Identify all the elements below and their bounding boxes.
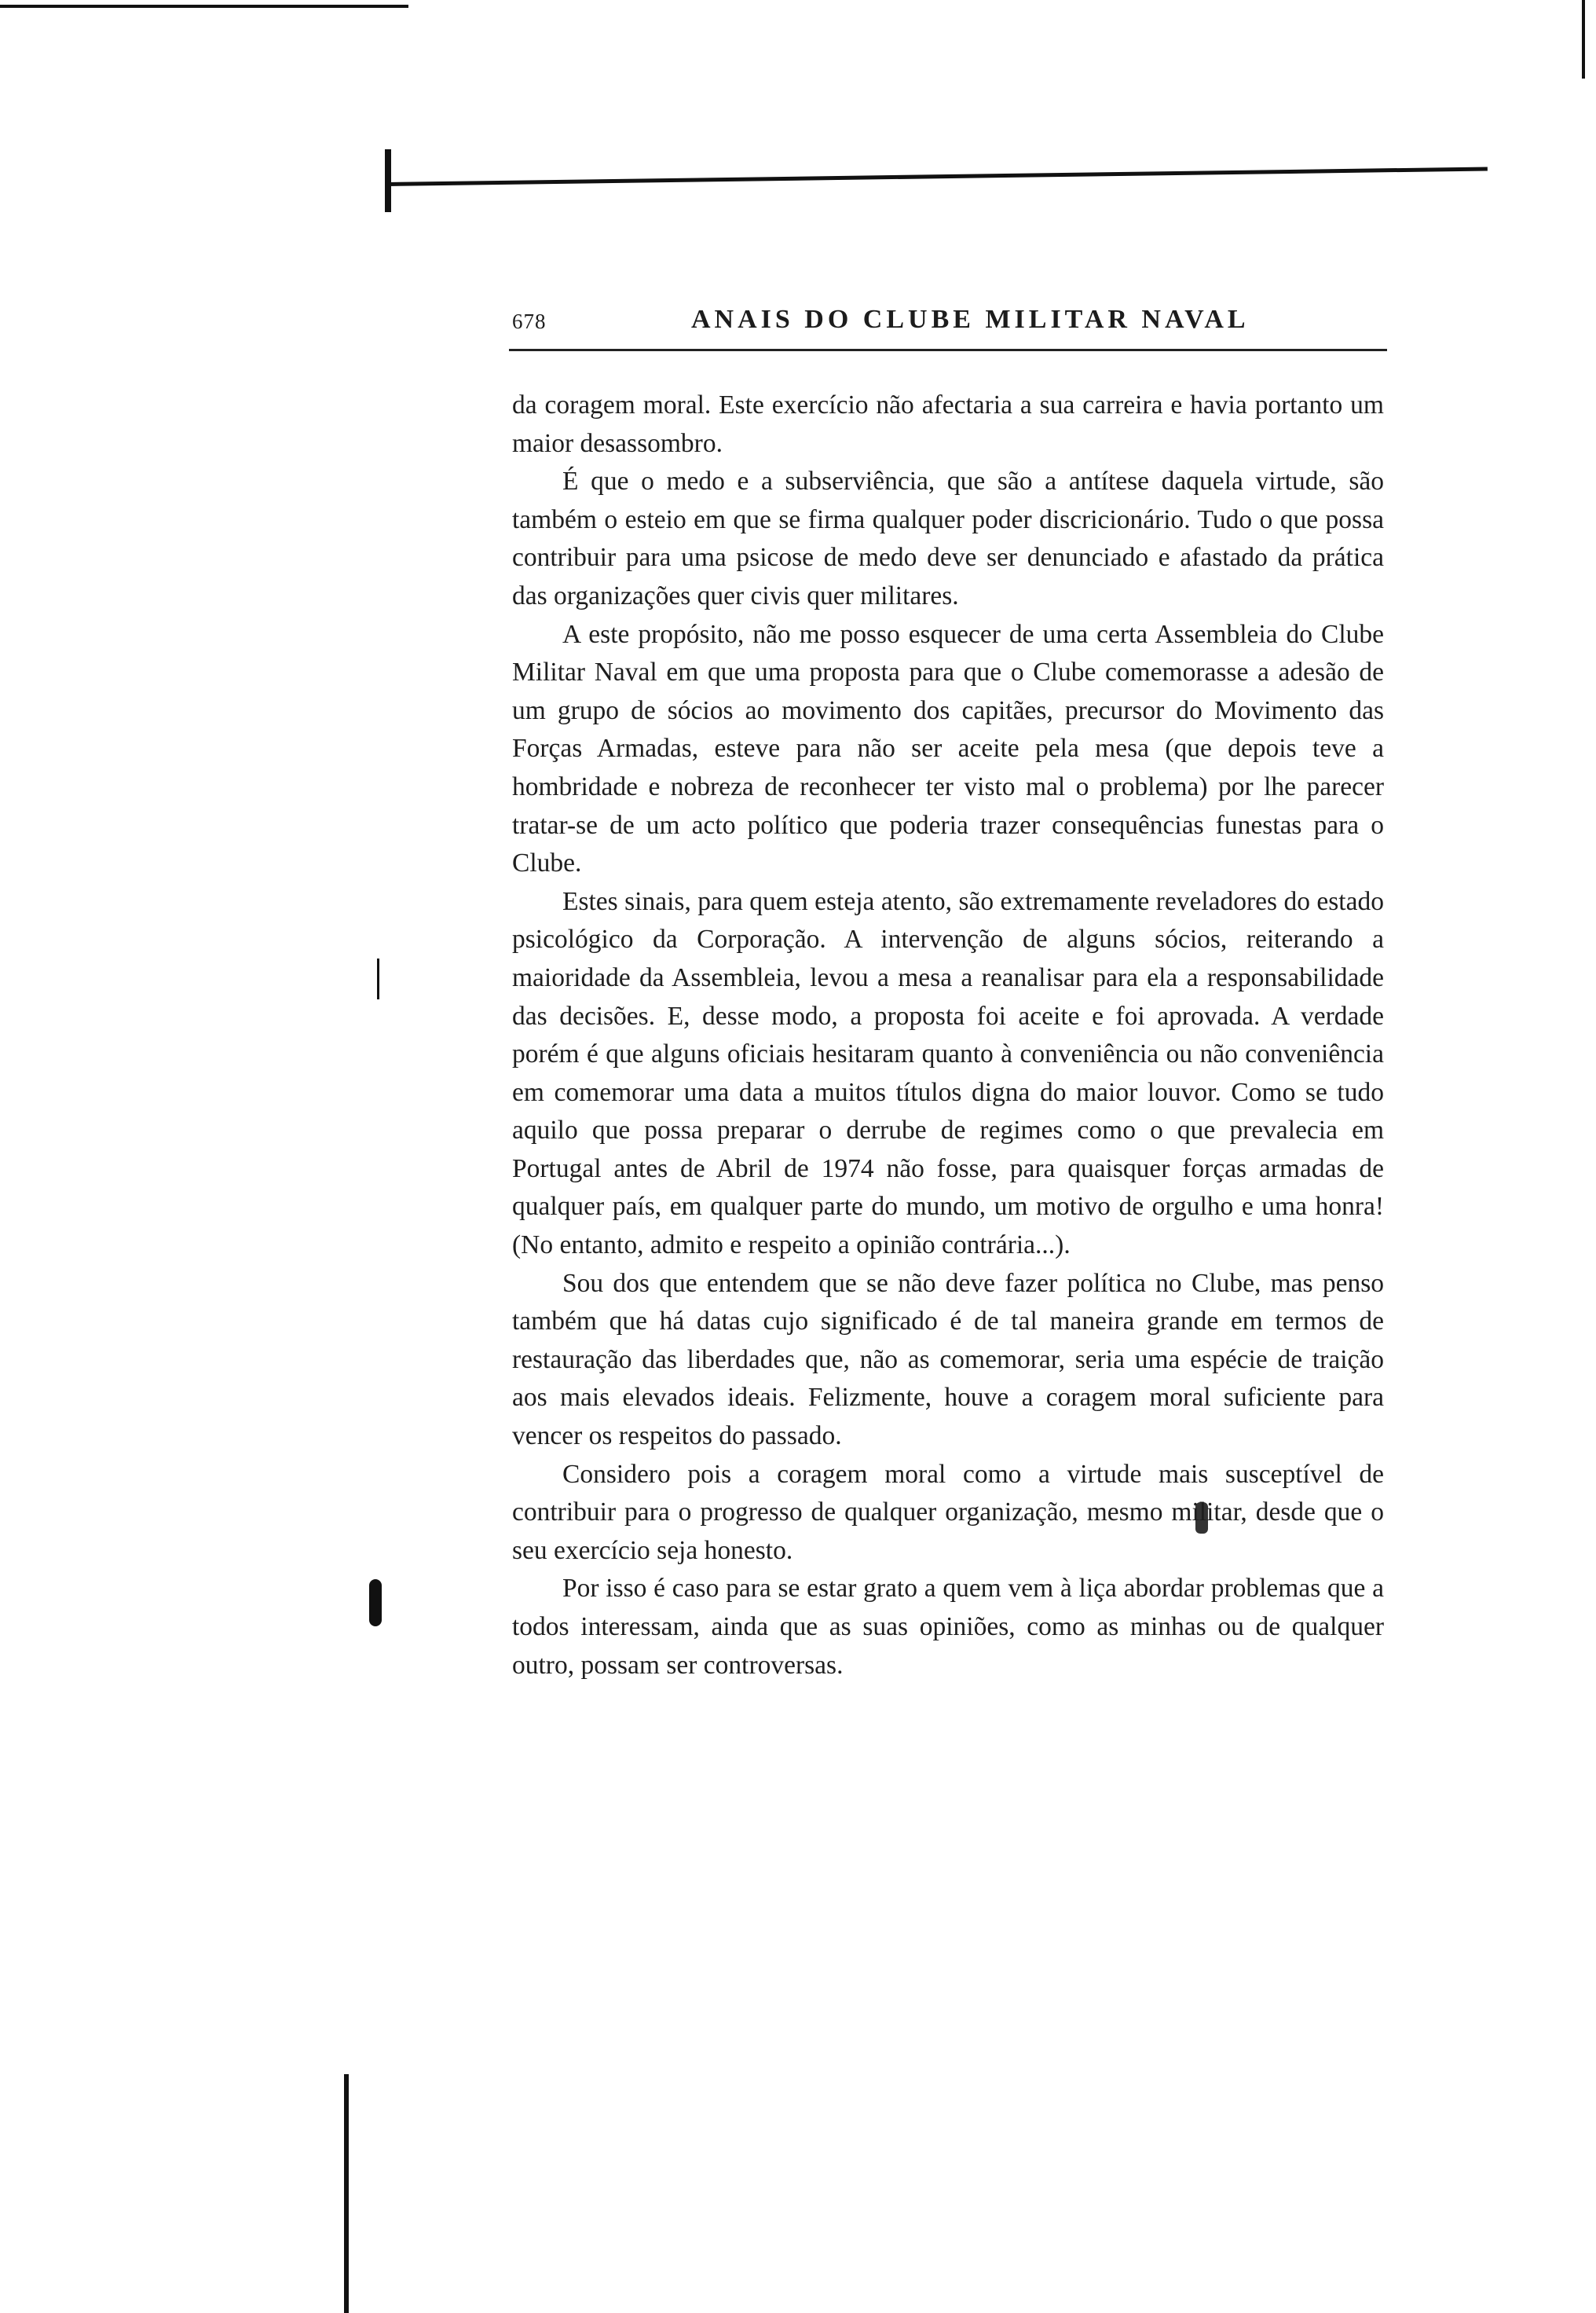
scan-edge-page-top — [388, 167, 1488, 186]
scan-edge-binding-bottom — [344, 2074, 349, 2313]
page-number: 678 — [512, 310, 547, 333]
paragraph-4: Estes sinais, para quem esteja atento, são extremamente reveladores do estado psicológico da Corporação. A intervenção de alguns sócios, reiterando a maioridade da Assembleia, levou a mesa a reanalisar para ela a responsabilidade das decisões. E, desse modo, a proposta foi aceite e foi aprovada. A verdade porém é que alguns oficiais hesitaram quanto à conveniência ou não conveniência em comemorar uma data a muitos títulos digna do maior louvor. Como se tudo aquilo que possa preparar o derrube de regimes como o que prevalecia em Portugal antes de Abril de 1974 não fosse, para quaisquer forças armadas de qualquer país, em qualquer parte do mundo, um motivo de orgulho e uma honra! (No entanto, admito e respeito a opinião contrária...). — [512, 886, 1384, 1260]
scan-edge-top-left — [0, 5, 408, 8]
paragraph-6: Considero pois a coragem moral como a virtude mais susceptível de contribuir para o progresso de qualquer organização, mesmo militar, desde que o seu exercício seja honesto. — [512, 1459, 1384, 1565]
scan-margin-line — [377, 959, 379, 999]
paragraph-7: Por isso é caso para se estar grato a quem vem à liça abordar problemas que a todos interessam, ainda que as suas opiniões, como as minhas ou de qualquer outro, possam ser controversas. — [512, 1574, 1384, 1680]
scan-binding-dot — [369, 1579, 382, 1626]
scan-edge-left — [385, 149, 391, 212]
paragraph-5: Sou dos que entendem que se não deve fazer política no Clube, mas penso também que há datas cujo significado é de tal maneira grande em termos de restauração das liberdades que, não as comemorar, seria uma espécie de traição aos mais elevados ideais. Felizmente, houve a coragem moral suficiente para vencer os respeitos do passado. — [512, 1268, 1384, 1451]
running-title: ANAIS DO CLUBE MILITAR NAVAL — [691, 305, 1250, 334]
page-header — [509, 305, 1387, 351]
scan-edge-right — [1582, 0, 1585, 79]
paragraph-2: É que o medo e a subserviência, que são a antítese daquela virtude, são também o esteio em que se firma qualquer poder discricionário. Tudo o que possa contribuir para uma psicose de medo deve ser denunciado e afastado da prática das organizações quer civis quer militares. — [512, 467, 1384, 610]
paragraph-1: da coragem moral. Este exercício não afectaria a sua carreira e havia portanto um maior desassombro. — [512, 390, 1384, 458]
article-body — [512, 387, 1384, 1684]
paragraph-3: A este propósito, não me posso esquecer de uma certa Assembleia do Clube Militar Naval em que uma proposta para que o Clube comemorasse a adesão de um grupo de sócios ao movimento dos capitães, precursor do Movimento das Forças Armadas, esteve para não ser aceite pela mesa (que depois teve a hombridade e nobreza de reconhecer ter visto mal o problema) por lhe parecer tratar-se de um acto político que poderia trazer consequências funestas para o Clube. — [512, 619, 1384, 878]
